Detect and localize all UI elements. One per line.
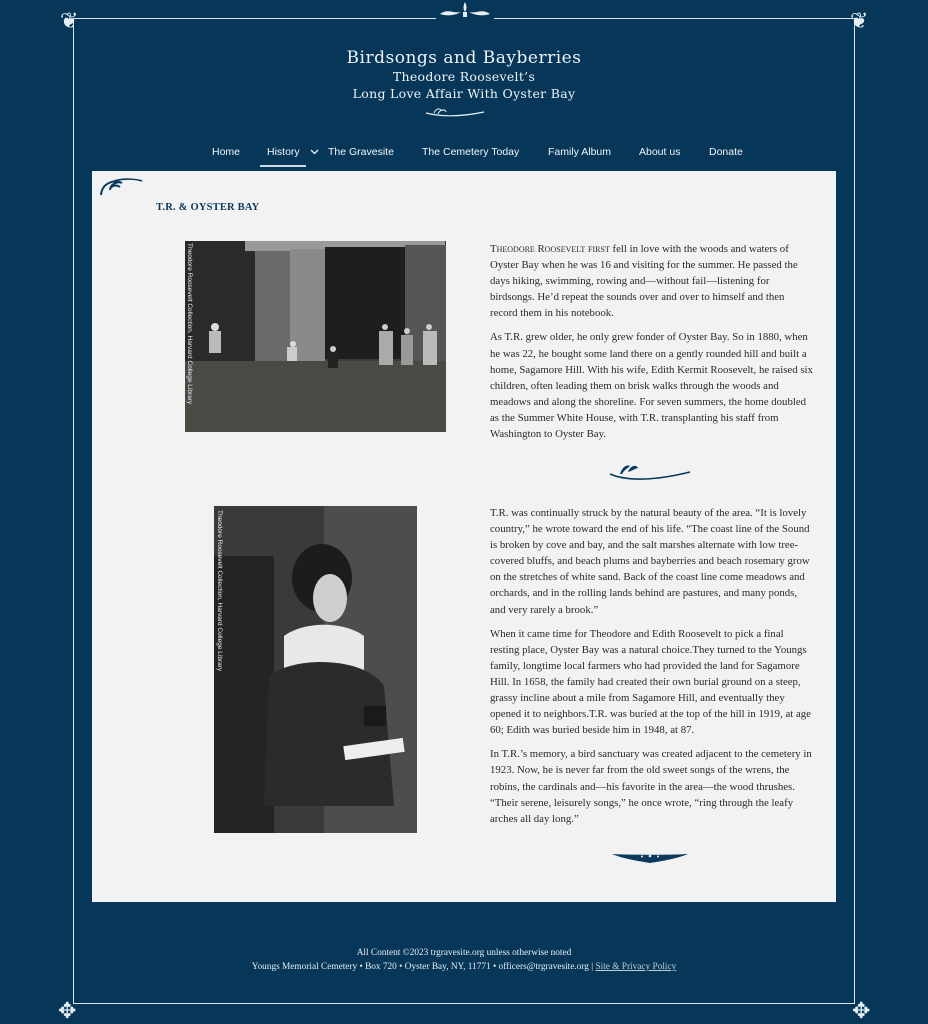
fleur-ornament-icon [436,0,494,20]
section-title: T.R. & OYSTER BAY [156,202,260,213]
paragraph-5: In T.R.’s memory, a bird sanctuary was created adjacent to the cemetery in 1923. Now, he is never far from the old sweet songs of the wrens, the robins, the cardinals and—his favorite in the area—the wood thrushes. “Their serene, leisurely songs,” he once wrote, “ring through the leafy arches all day long.” [490,748,812,825]
corner-flourish-icon: ✥ [58,998,77,1023]
barn-photo-image [185,241,446,432]
site-subtitle-line2: Long Love Affair With Oyster Bay [352,86,576,101]
site-title[interactable]: Birdsongs and Bayberries [346,48,582,68]
corner-flourish-icon: ❦ [60,8,79,33]
corner-flourish-icon: ✥ [852,998,871,1023]
paragraph-lead: Theodore Roosevelt first [490,243,610,255]
address-line [0,960,928,974]
copyright-text: All Content ©2023 trgravesite.org unless otherwise noted [356,948,572,958]
paragraph-1-body: fell in love with the woods and waters of Oyster Bay when he was 16 and visiting for the summer. He passed the days hiking, swimming, rowing and—without fail—listening for birdsongs. He’d repeat the sounds over and over to himself and then record them in his notebook. [490,243,798,320]
text-column-bottom [490,505,814,835]
header-flourish-icon [424,104,486,120]
paragraph-3: T.R. was continually struck by the natural beauty of the area. “It is lovely country,” he wrote toward the end of his life. “The coast line of the Sound is broken by cove and bay, and the salt marshes alternate with low tree-covered bluffs, and beach plums and bayberries and beach rosemary grow on the stretches of white sand. Back of the coast line come meadows and orchards, and in the rolling lands behind are pastures, and many ponds, and very rarely a brook.” [490,507,810,616]
site-subtitle-line1: Theodore Roosevelt’s [392,69,536,84]
panel-corner-flourish-icon [98,175,144,197]
nav-item-history[interactable]: History [267,146,300,158]
nav-item-cemetery-today[interactable]: The Cemetery Today [422,146,520,158]
nav-item-home[interactable]: Home [212,146,241,158]
bottom-flourish-icon [610,851,690,865]
nav-item-family-album[interactable]: Family Album [548,146,612,158]
site-header [0,48,928,102]
corner-flourish-icon: ❦ [850,8,869,33]
nav-item-gravesite[interactable]: The Gravesite [328,146,394,158]
historic-photo-portrait[interactable] [214,506,417,833]
nav-item-donate[interactable]: Donate [709,146,743,158]
nav-item-about-us[interactable]: About us [639,146,681,158]
portrait-photo-image [214,506,417,833]
content-panel [92,171,836,902]
historic-photo-barn[interactable] [185,241,446,432]
photo-credit: Theodore Roosevelt Collection, Harvard College Library [186,243,193,405]
paragraph-1 [490,241,814,321]
paragraph-2: As T.R. grew older, he only grew fonder of Oyster Bay. So in 1880, when he was 22, he bought some land there on a gently rounded hill and built a home, Sagamore Hill. With his wife, Edith Kermit Roosevelt, he raised six children, often leading them on brisk walks through the woods and meadows and along the shoreline. For seven summers, the home doubled as the Summer White House, with T.R. transplanting his staff from Washington to Oyster Bay. [490,331,813,441]
address-text: Youngs Memorial Cemetery • Box 720 • Oyster Bay, NY, 11771 • officers@trgravesite.org | [251,962,596,972]
site-footer [0,946,928,974]
divider-flourish-icon [608,460,692,482]
paragraph-4: When it came time for Theodore and Edith Roosevelt to pick a final resting place, Oyster Bay was a natural choice.They turned to the Youngs family, longtime local farmers who had provided the land for Sagamore Hill. In 1658, the family had created their own burial ground on a steep, grassy incline about a mile from Sagamore Hill, and eventually they opened it to neighbors.T.R. was buried at the top of the hill in 1919, at age 60; Edith was buried beside him in 1948, at 87. [490,627,811,737]
photo-credit: Theodore Roosevelt Collection, Harvard College Library [216,510,223,672]
main-navigation [0,140,928,166]
chevron-down-icon[interactable] [310,148,319,156]
text-column-top [490,241,814,450]
privacy-policy-link[interactable]: Site & Privacy Policy [595,962,677,972]
